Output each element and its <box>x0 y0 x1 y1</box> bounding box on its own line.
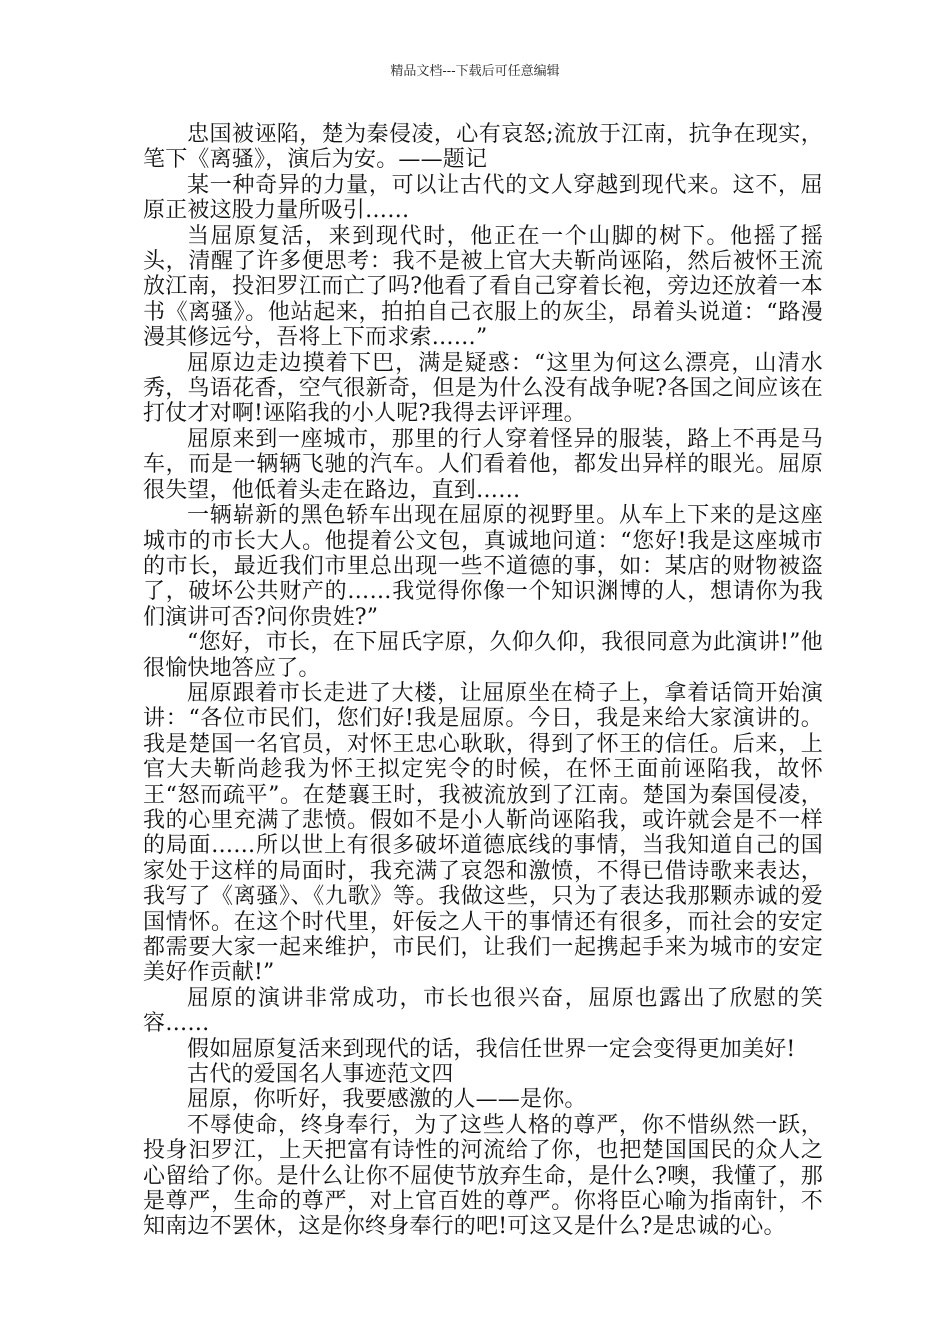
paragraph: 一辆崭新的黑色轿车出现在屈原的视野里。从车上下来的是这座城市的市长大人。他提着公文包，真诚地问道：“您好!我是这座城市的市长，最近我们市里总出现一些不道德的事，如：某店的财物被盗了，破坏公共财产的……我觉得你像一个知识渊博的人，想请你为我们演讲可否?问你贵姓?” <box>143 503 823 630</box>
paragraph: 屈原来到一座城市，那里的行人穿着怪异的服装，路上不再是马车，而是一辆辆飞驰的汽车。人们看着他，都发出异样的眼光。屈原很失望，他低着头走在路边，直到…… <box>143 426 823 503</box>
paragraph: “您好，市长，在下屈氏字原，久仰久仰，我很同意为此演讲!”他很愉快地答应了。 <box>143 630 823 681</box>
section-heading: 古代的爱国名人事迹范文四 <box>187 1062 454 1088</box>
paragraph: 屈原的演讲非常成功，市长也很兴奋，屈原也露出了欣慰的笑容…… <box>143 985 823 1037</box>
paragraph: 当屈原复活，来到现代时，他正在一个山脚的树下。他摇了摇头，清醒了许多便思考：我不是被上官大夫靳尚诬陷，然后被怀王流放江南，投汩罗江而亡了吗?他看了看自己穿着长袍，旁边还放着一本书《离骚》。他站起来，拍拍自己衣服上的灰尘，昂着头说道：“路漫漫其修远兮，吾将上下而求索……” <box>143 223 823 351</box>
paragraph: 屈原边走边摸着下巴，满是疑惑：“这里为何这么漂亮，山清水秀，鸟语花香，空气很新奇，但是为什么没有战争呢?各国之间应该在打仗才对啊!诬陷我的小人呢?我得去评评理。 <box>143 350 823 427</box>
page-header: 精品文档---下载后可任意编辑 <box>390 64 560 79</box>
paragraph: 屈原跟着市长走进了大楼，让屈原坐在椅子上，拿着话筒开始演讲：“各位市民们，您们好!我是屈原。今日，我是来给大家演讲的。我是楚国一名官员，对怀王忠心耿耿，得到了怀王的信任。后来，上官大夫靳尚趁我为怀王拟定宪令的时候，在怀王面前诬陷我，故怀王“怒而疏平”。在楚襄王时，我被流放到了江南。楚国为秦国侵凌，我的心里充满了悲愤。假如不是小人靳尚诬陷我，或许就会是不一样的局面……所以世上有很多破坏道德底线的事情，当我知道自己的国家处于这样的局面时，我充满了哀怨和激愤，不得已借诗歌来表达，我写了《离骚》、《九歌》等。我做这些，只为了表达我那颗赤诚的爱国情怀。在这个时代里，奸佞之人干的事情还有很多，而社会的安定都需要大家一起来维护，市民们，让我们一起携起手来为城市的安定美好作贡献!” <box>143 680 823 986</box>
paragraph: 假如屈原复活来到现代的话，我信任世界一定会变得更加美好! <box>187 1036 796 1062</box>
document-body <box>143 122 823 1240</box>
paragraph: 不辱使命，终身奉行，为了这些人格的尊严，你不惜纵然一跃，投身汩罗江，上天把富有诗性的河流给了你，也把楚国国民的众人之心留给了你。是什么让你不屈使节放弃生命，是什么?噢，我懂了，那是尊严，生命的尊严，对上官百姓的尊严。你将臣心喻为指南针，不知南边不罢休，这是你终身奉行的吧!可这又是什么?是忠诚的心。 <box>143 1112 823 1240</box>
paragraph: 某一种奇异的力量，可以让古代的文人穿越到现代来。这不，屈原正被这股力量所吸引…… <box>143 172 823 224</box>
paragraph: 屈原，你听好，我要感激的人——是你。 <box>187 1087 587 1113</box>
paragraph-epigraph: 忠国被诬陷，楚为秦侵凌，心有哀怒;流放于江南，抗争在现实，笔下《离骚》，演后为安。——题记 <box>143 122 823 173</box>
